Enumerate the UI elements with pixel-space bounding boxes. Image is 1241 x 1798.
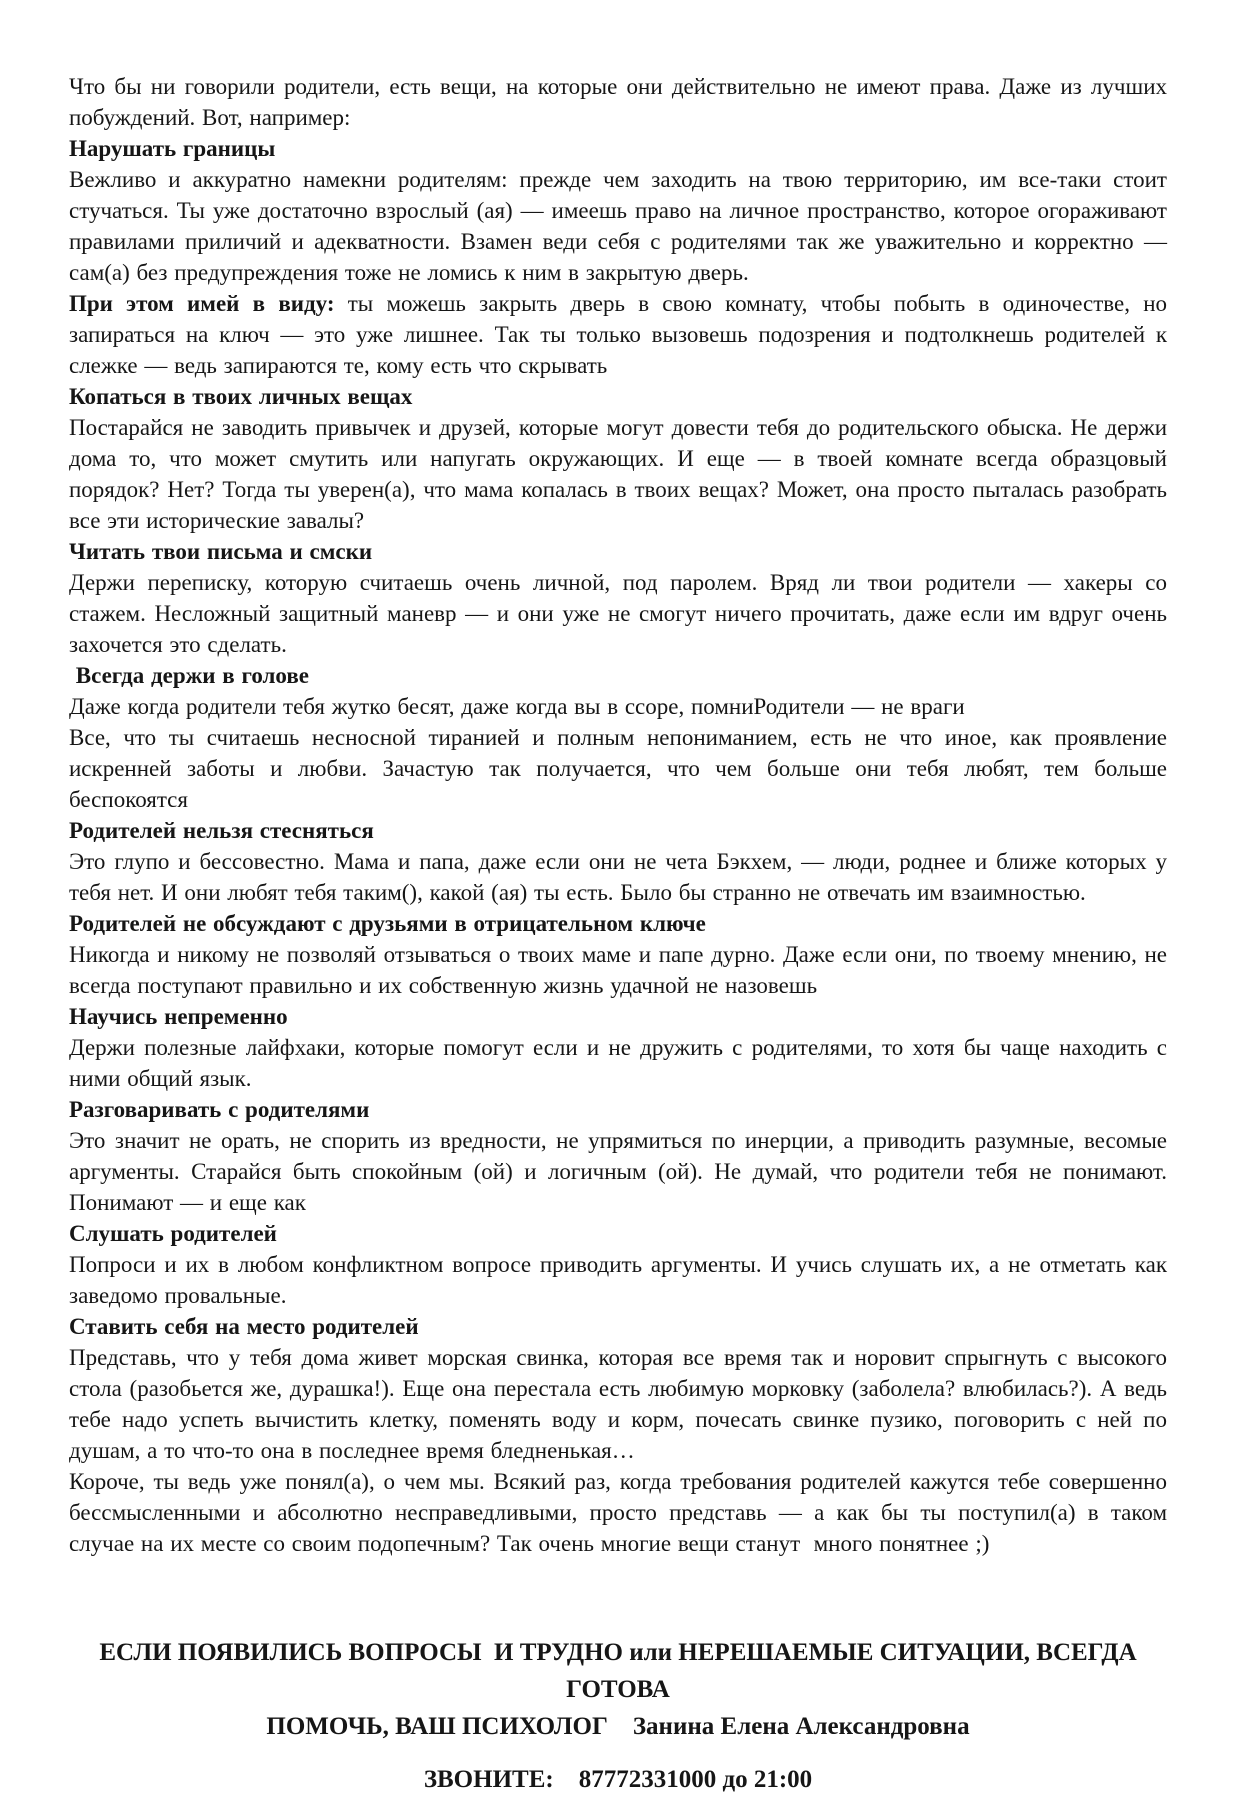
text-run: Даже когда родители тебя жутко бесят, даже когда вы в ссоре, помниРодители — не враги (69, 694, 965, 719)
text-run: Постарайся не заводить привычек и друзей, которые могут довести тебя до родительского обыска. Не держи дома то, что может смутить или напугать окружающих. И еще — в твоей комнате всегда образцовый порядок? Нет? Тогда ты уверен(а), что мама копалась в твоих вещах? Может, она просто пыталась разобрать все эти исторические завалы? (69, 415, 1167, 533)
paragraph (69, 1249, 1167, 1311)
paragraph (69, 1466, 1167, 1559)
text-run: Это значит не орать, не спорить из вредности, не упрямиться по инерции, а приводить разумные, весомые аргументы. Старайся быть спокойным (ой) и логичным (ой). Не думай, что родители тебя не понимают. Понимают — и еще как (69, 1128, 1167, 1215)
text-run: Все, что ты считаешь несносной тиранией и полным непониманием, есть не что иное, как проявление искренней заботы и любви. Зачастую так получается, что чем больше они тебя любят, тем больше беспокоятся (69, 725, 1167, 812)
text-run: Держи переписку, которую считаешь очень личной, под паролем. Вряд ли твои родители — хакеры со стажем. Несложный защитный маневр — и они уже не смогут ничего прочитать, даже если им вдруг очень захочется это сделать. (69, 570, 1167, 657)
section-heading (69, 660, 1167, 691)
document-body (69, 71, 1167, 1559)
paragraph (69, 1032, 1167, 1094)
section-heading (69, 1094, 1167, 1125)
text-run: Никогда и никому не позволяй отзываться о твоих маме и папе дурно. Даже если они, по твоему мнению, не всегда поступают правильно и их собственную жизнь удачной не назовешь (69, 942, 1167, 998)
footer-phone-line: ЗВОНИТЕ: 87772331000 до 21:00 (423, 1766, 813, 1793)
text-run: Вежливо и аккуратно намекни родителям: прежде чем заходить на твою территорию, им все-таки стоит стучаться. Ты уже достаточно взрослый (ая) — имеешь право на личное пространство, которое огораживают правилами приличий и адекватности. Взамен веди себя с родителями так же уважительно и корректно — сам(а) без предупреждения тоже не ломись к ним в закрытую дверь. (69, 167, 1167, 285)
paragraph (69, 722, 1167, 815)
text-run: Научись непременно (69, 1004, 288, 1029)
text-run: Слушать родителей (69, 1221, 277, 1246)
text-run: Копаться в твоих личных вещах (69, 384, 413, 409)
paragraph (69, 846, 1167, 908)
paragraph (69, 1125, 1167, 1218)
text-run: Держи полезные лайфхаки, которые помогут если и не дружить с родителями, то хотя бы чаще находить с ними общий язык. (69, 1035, 1167, 1091)
footer-contact-line-2: ПОМОЧЬ, ВАШ ПСИХОЛОГ Занина Елена Александровна (266, 1713, 970, 1740)
text-run: Нарушать границы (69, 136, 276, 161)
text-run: ты можешь закрыть дверь в свою комнату, чтобы побыть в одиночестве, но запираться на ключ — это уже лишнее. Так ты только вызовешь подозрения и подтолкнешь родителей к слежке — ведь запираются те, кому есть что скрывать (69, 291, 1167, 378)
section-heading (69, 536, 1167, 567)
section-heading (69, 381, 1167, 412)
section-heading (69, 1001, 1167, 1032)
paragraph (69, 412, 1167, 536)
text-run: Это глупо и бессовестно. Мама и папа, даже если они не чета Бэкхем, — люди, роднее и ближе которых у тебя нет. И они любят тебя таким(), какой (ая) ты есть. Было бы странно не отвечать им взаимностью. (69, 849, 1167, 905)
text-run: Попроси и их в любом конфликтном вопросе приводить аргументы. И учись слушать их, а не отметать как заведомо провальные. (69, 1252, 1167, 1308)
text-run: Читать твои письма и смски (69, 539, 373, 564)
section-heading (69, 1311, 1167, 1342)
text-run: При этом имей в виду: (69, 291, 335, 316)
text-run: Родителей не обсуждают с друзьями в отрицательном ключе (69, 911, 706, 936)
section-heading (69, 908, 1167, 939)
text-run: Ставить себя на место родителей (69, 1314, 419, 1339)
paragraph (69, 691, 1167, 722)
text-run: Короче, ты ведь уже понял(а), о чем мы. Всякий раз, когда требования родителей кажутся тебе совершенно бессмысленными и абсолютно несправедливыми, просто представь — а как бы ты поступил(а) в таком случае на их месте со своим подопечным? Так очень многие вещи станут много понятнее ;) (69, 1469, 1167, 1556)
text-run: Представь, что у тебя дома живет морская свинка, которая все время так и норовит спрыгнуть с высокого стола (разобьется же, дурашка!). Еще она перестала есть любимую морковку (заболела? влюбилась?). А ведь тебе надо успеть вычистить клетку, поменять воду и корм, почесать свинке пузико, поговорить с ней по душам, а то что-то она в последнее время бледненькая… (69, 1345, 1167, 1463)
footer-contact-line-1: ЕСЛИ ПОЯВИЛИСЬ ВОПРОСЫ И ТРУДНО или НЕРЕШАЕМЫЕ СИТУАЦИИ, ВСЕГДА ГОТОВА (99, 1639, 1137, 1703)
section-heading (69, 133, 1167, 164)
text-run: Что бы ни говорили родители, есть вещи, на которые они действительно не имеют права. Даже из лучших побуждений. Вот, например: (69, 74, 1167, 130)
section-heading (69, 815, 1167, 846)
paragraph (69, 288, 1167, 381)
paragraph (69, 1342, 1167, 1466)
paragraph (69, 939, 1167, 1001)
text-run: Разговаривать с родителями (69, 1097, 370, 1122)
text-run: Всегда держи в голове (69, 663, 309, 688)
section-heading (69, 1218, 1167, 1249)
paragraph (69, 567, 1167, 660)
paragraph (69, 71, 1167, 133)
text-run: Родителей нельзя стесняться (69, 818, 374, 843)
footer (69, 1634, 1167, 1798)
paragraph (69, 164, 1167, 288)
